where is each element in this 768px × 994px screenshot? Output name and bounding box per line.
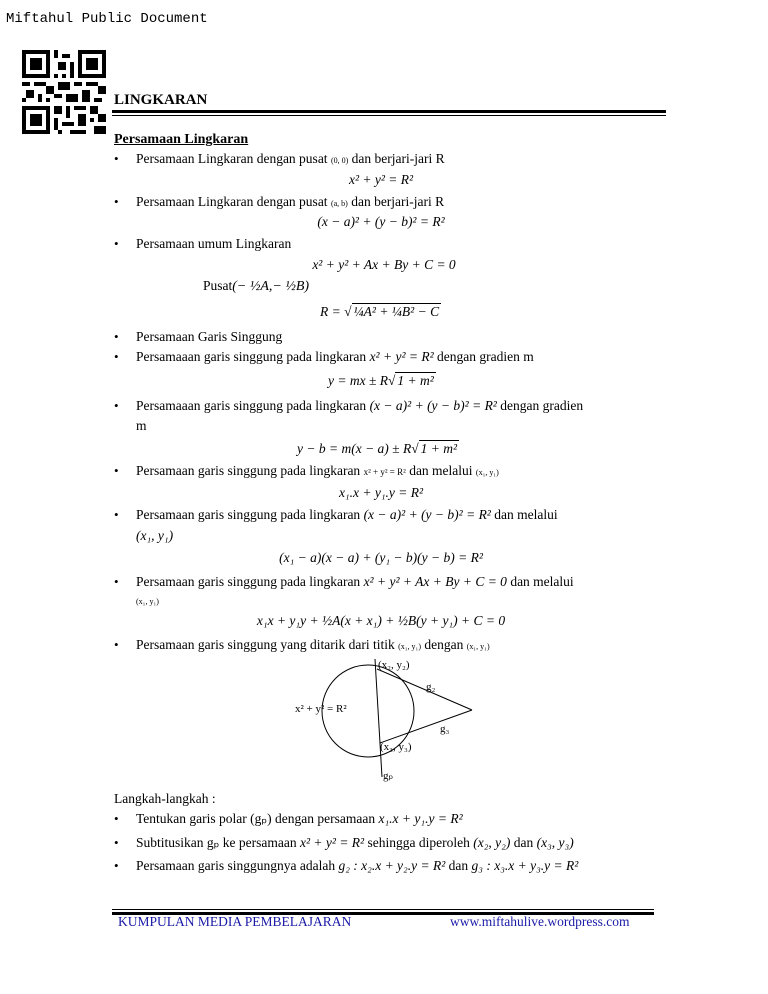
step-tangent-result: Persamaan garis singgungnya adalah g₂ : x₂.x + y₂.y = R² dan g₃ : x₃.x + y₃.y = R² <box>136 858 579 873</box>
polar-line <box>375 659 382 777</box>
item-tangent-point-center: Persamaan garis singgung pada lingkaran (x − a)² + (y − b)² = R² dan melalui <box>136 507 558 522</box>
equation-tangent-point-general: x₁x + y₁y + ½A(x + x₁) + ½B(y + y₁) + C = 0 <box>256 613 506 628</box>
bullet-icon: • <box>114 236 119 251</box>
item-tangent-gradient-center: Persamaaan garis singgung pada lingkaran (x − a)² + (y − b)² = R² dengan gradien <box>136 398 584 413</box>
tangent-line-g2 <box>377 669 472 710</box>
equation-circle-origin: x² + y² = R² <box>348 172 414 187</box>
bullet-icon: • <box>114 507 119 522</box>
item-tangent-from-point: Persamaan garis singgung yang ditarik dari titik (x₁, y₁) dengan (x₁, y₁) <box>136 637 490 652</box>
section-heading: Persamaan Lingkaran <box>114 132 249 147</box>
bullet-icon: • <box>114 329 119 344</box>
circle-equation-label: x² + y² = R² <box>295 703 347 715</box>
g3-label: g₃ <box>440 723 450 735</box>
bullet-icon: • <box>114 574 119 589</box>
page-title: LINGKARAN <box>114 92 208 108</box>
step-polar-line: Tentukan garis polar (gₚ) dengan persamaan x₁.x + y₁.y = R² <box>136 811 463 826</box>
point-2-label: (x₂, y₂) <box>378 659 410 671</box>
bullet-icon: • <box>114 835 119 850</box>
header-rule-thin <box>112 115 666 116</box>
bullet-icon: • <box>114 151 119 166</box>
steps-heading: Langkah-langkah : <box>114 791 216 806</box>
item-tangent-point-center-wrap: (x₁, y₁) <box>136 528 174 543</box>
equation-circle-center: (x − a)² + (y − b)² = R² <box>317 214 445 229</box>
equation-tangent-point-center: (x₁ − a)(x − a) + (y₁ − b)(y − b) = R² <box>279 550 483 565</box>
bullet-icon: • <box>114 349 119 364</box>
document-label: Miftahul Public Document <box>6 11 208 27</box>
gp-label: gₚ <box>383 770 394 782</box>
item-tangent-gradient-origin: Persamaaan garis singgung pada lingkaran x² + y² = R² dengan gradien m <box>136 349 534 364</box>
equation-tangent-gradient-origin: y = mx ± R√ 1 + m² <box>328 373 434 388</box>
bullet-icon: • <box>114 398 119 413</box>
equation-tangent-point-origin: x₁.x + y₁.y = R² <box>338 485 424 500</box>
point-3-label: (x₃, y₃) <box>380 741 412 753</box>
bullet-icon: • <box>114 858 119 873</box>
center-label: Pusat(− ½A,− ½B) <box>203 278 310 294</box>
item-tangent-point-origin: Persamaan garis singgung pada lingkaran x² + y² = R² dan melalui (x₁, y₁) <box>136 463 499 478</box>
qr-code-icon <box>22 50 106 134</box>
item-tangent-point-general: Persamaan garis singgung pada lingkaran x² + y² + Ax + By + C = 0 dan melalui <box>136 574 574 589</box>
equation-general-circle: x² + y² + Ax + By + C = 0 <box>312 257 456 272</box>
equation-tangent-gradient-center: y − b = m(x − a) ± R√ 1 + m² <box>297 441 458 456</box>
item-tangent-point-general-wrap: (x₁, y₁) <box>136 597 159 606</box>
bullet-icon: • <box>114 637 119 652</box>
footer-website-link[interactable]: www.miftahulive.wordpress.com <box>450 914 630 929</box>
bullet-icon: • <box>114 811 119 826</box>
item-tangent-heading: Persamaan Garis Singgung <box>136 329 283 344</box>
item-general-circle: Persamaan umum Lingkaran <box>136 236 292 251</box>
tangent-line-g3 <box>380 710 472 743</box>
item-circle-center: Persamaan Lingkaran dengan pusat (a, b) dan berjari-jari R <box>136 194 445 209</box>
item-circle-origin: Persamaan Lingkaran dengan pusat (0, 0) dan berjari-jari R <box>136 151 445 166</box>
bullet-icon: • <box>114 194 119 209</box>
step-substitute: Subtitusikan gₚ ke persamaan x² + y² = R² sehingga diperoleh (x₂, y₂) dan (x₃, y₃) <box>136 835 574 850</box>
footer-rule-thin <box>112 909 654 910</box>
g2-label: g₂ <box>426 681 436 693</box>
tangent-diagram <box>280 655 490 785</box>
footer-title: KUMPULAN MEDIA PEMBELAJARAN <box>118 914 352 929</box>
bullet-icon: • <box>114 463 119 478</box>
radius-formula: R = √ ¼A² + ¼B² − C <box>320 304 440 319</box>
header-rule <box>112 110 666 113</box>
item-tangent-gradient-center-wrap: m <box>136 418 147 433</box>
